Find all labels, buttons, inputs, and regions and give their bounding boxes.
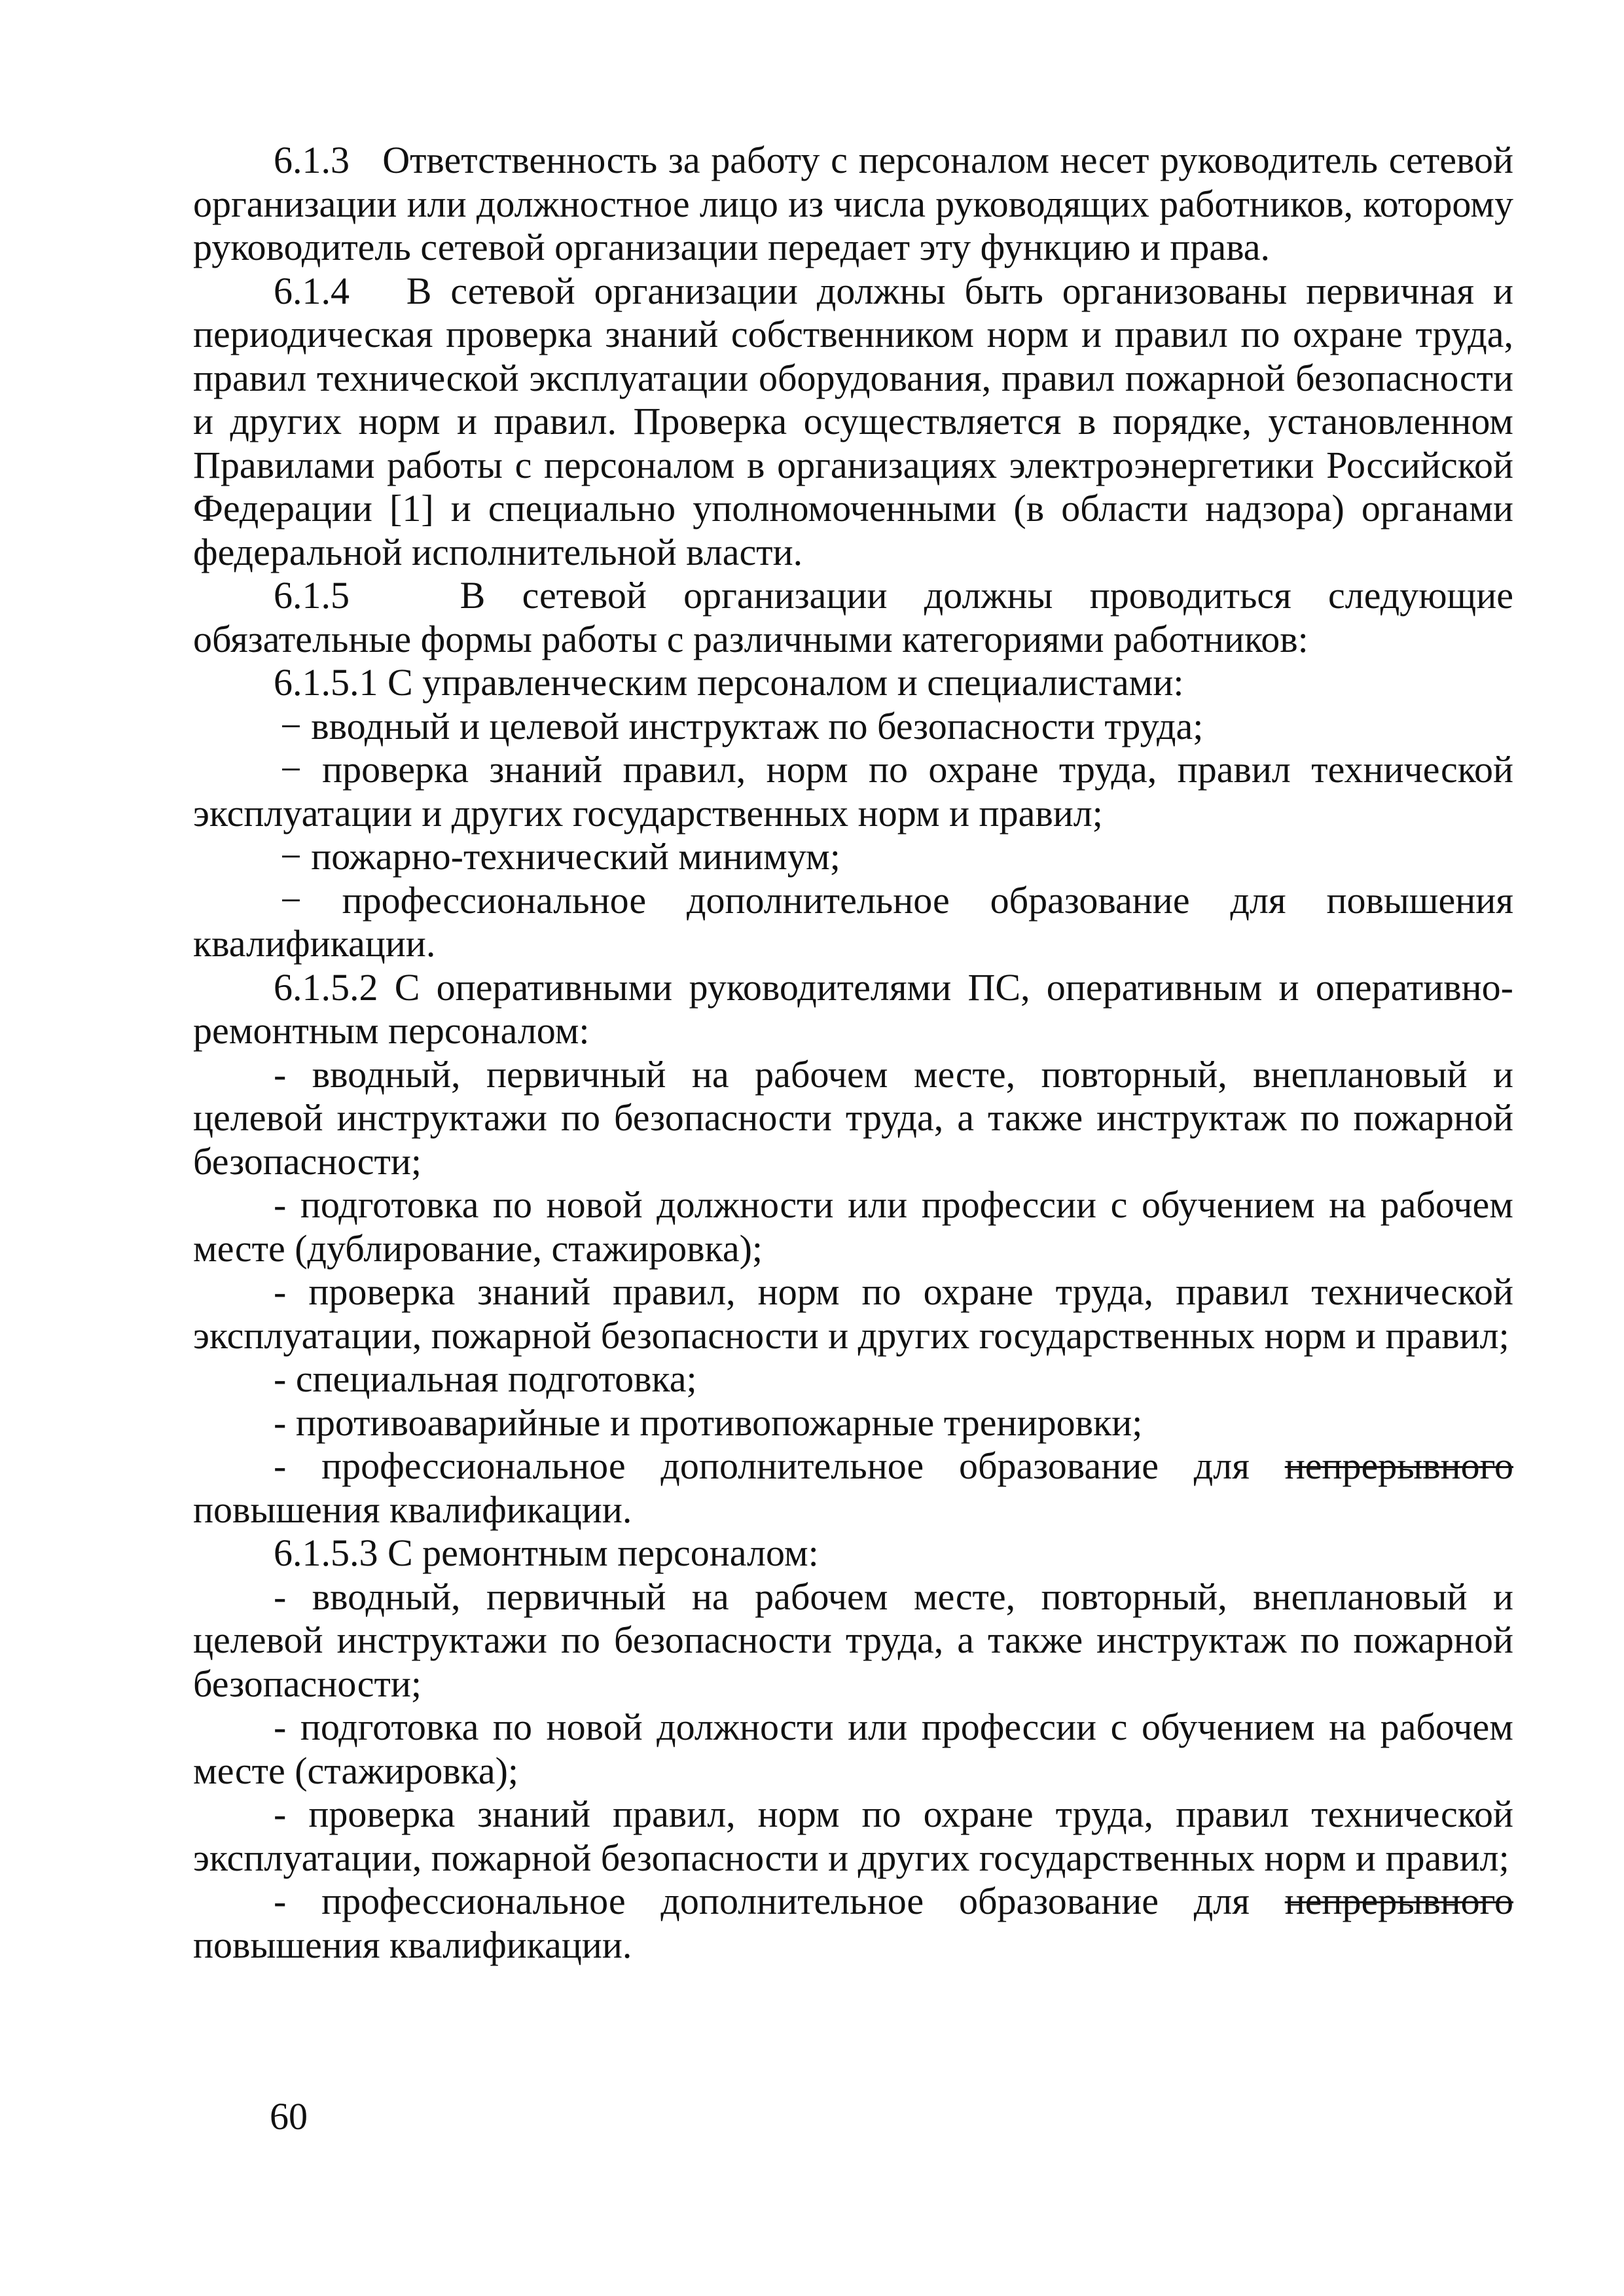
paragraph-6-1-5 (193, 574, 1513, 661)
clause-number: 6.1.3 (274, 139, 350, 181)
list-item: - подготовка по новой должности или профессии с обучением на рабочем месте (стажировка); (193, 1706, 1513, 1792)
list-item: − проверка знаний правил, норм по охране труда, правил технической эксплуатации и других государственных норм и правил; (193, 748, 1513, 834)
list-item: − вводный и целевой инструктаж по безопасности труда; (280, 704, 1204, 747)
clause-text: В сетевой организации должны быть организованы первичная и периодическая проверка знаний собственником норм и правил по охране труда, правил технической эксплуатации оборудования, правил пожарной безопасности и других норм и правил. Проверка осуществляется в порядке, установленном Правилами работы с персоналом в организациях электроэнергетики Российской Федерации [1] и специально уполномоченными (в области надзора) органами федеральной исполнительной власти. (193, 269, 1514, 573)
struck-word: непрерывного (1284, 1880, 1514, 1922)
clause-number: 6.1.5 (274, 574, 350, 617)
list-item: - специальная подготовка; (274, 1357, 697, 1400)
list-item: - вводный, первичный на рабочем месте, повторный, внеплановый и целевой инструктажи по безопасности труда, а также инструктаж по пожарной безопасности; (193, 1575, 1513, 1705)
heading-6-1-5-1: 6.1.5.1 С управленческим персоналом и специалистами: (274, 661, 1184, 704)
item-text: повышения квалификации. (193, 1923, 632, 1966)
item-text: - профессиональное дополнительное образование для (274, 1880, 1250, 1922)
list-item: - проверка знаний правил, норм по охране труда, правил технической эксплуатации, пожарной безопасности и других государственных норм и правил; (193, 1793, 1513, 1879)
heading-6-1-5-3: 6.1.5.3 С ремонтным персоналом: (274, 1532, 819, 1574)
list-item-with-strikethrough (193, 1444, 1513, 1532)
list-item: - противоаварийные и противопожарные тренировки; (274, 1401, 1143, 1444)
struck-word: непрерывного (1284, 1444, 1514, 1487)
page-number: 60 (270, 2095, 308, 2138)
heading-6-1-5-2: 6.1.5.2 С оперативными руководителями ПС, оперативным и оперативно-ремонтным персоналом: (193, 965, 1513, 1052)
paragraph-6-1-3 (193, 139, 1513, 270)
item-text: - профессиональное дополнительное образование для (274, 1444, 1250, 1487)
list-item: - подготовка по новой должности или профессии с обучением на рабочем месте (дублирование, стажировка); (193, 1183, 1513, 1270)
document-body (193, 139, 1513, 1967)
list-item: - проверка знаний правил, норм по охране труда, правил технической эксплуатации, пожарной безопасности и других государственных норм и правил; (193, 1270, 1513, 1357)
list-item: - вводный, первичный на рабочем месте, повторный, внеплановый и целевой инструктажи по безопасности труда, а также инструктаж по пожарной безопасности; (193, 1052, 1513, 1183)
clause-text: Ответственность за работу с персоналом несет руководитель сетевой организации или должностное лицо из числа руководящих работников, которому руководитель сетевой организации передает эту функцию и права. (193, 139, 1514, 268)
list-item: − пожарно-технический минимум; (280, 835, 840, 878)
list-item: − профессиональное дополнительное образование для повышения квалификации. (193, 878, 1513, 965)
clause-number: 6.1.4 (274, 269, 350, 312)
item-text: повышения квалификации. (193, 1488, 632, 1531)
list-item-with-strikethrough (193, 1880, 1513, 1967)
paragraph-6-1-4 (193, 270, 1513, 575)
clause-text: В сетевой организации должны проводиться следующие обязательные формы работы с различными категориями работников: (193, 574, 1513, 660)
